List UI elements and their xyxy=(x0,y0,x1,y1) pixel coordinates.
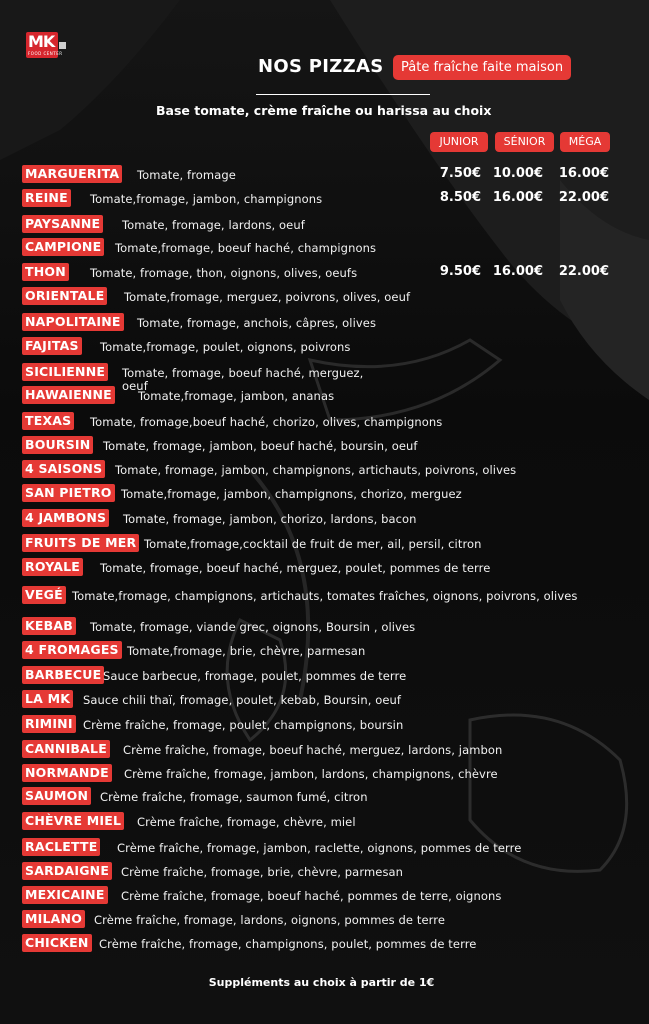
price-mega: 22.00€ xyxy=(558,264,609,279)
pizza-name: FRUITS DE MER xyxy=(22,534,139,552)
pizza-row xyxy=(0,337,649,357)
pizza-name: 4 SAISONS xyxy=(22,460,105,478)
pizza-row xyxy=(0,715,649,735)
pizza-row xyxy=(0,534,649,554)
pizza-row xyxy=(0,386,649,406)
pizza-row xyxy=(0,460,649,480)
pizza-name: BARBECUE xyxy=(22,666,104,684)
pizza-name: SAUMON xyxy=(22,787,91,805)
pizza-ingredients: Tomate,fromage, brie, chèvre, parmesan xyxy=(127,644,366,658)
pizza-row xyxy=(0,838,649,858)
pizza-ingredients: Crème fraîche, fromage, brie, chèvre, parmesan xyxy=(121,865,404,879)
pizza-ingredients: Sauce barbecue, fromage, poulet, pommes de terre xyxy=(103,669,407,683)
logo-mark xyxy=(59,42,66,49)
price-mega: 16.00€ xyxy=(558,166,609,181)
pizza-row xyxy=(0,586,649,606)
pizza-name: PAYSANNE xyxy=(22,215,103,233)
pizza-ingredients: Tomate, fromage, viande grec, oignons, Boursin , olives xyxy=(90,620,416,634)
pizza-ingredients: Tomate, fromage, anchois, câpres, olives xyxy=(137,316,377,330)
pizza-name: CAMPIONE xyxy=(22,238,104,256)
pizza-row xyxy=(0,363,649,393)
pizza-row xyxy=(0,764,649,784)
pizza-row xyxy=(0,666,649,686)
price-junior: 8.50€ xyxy=(439,190,481,205)
pizza-ingredients: Crème fraîche, fromage, chèvre, miel xyxy=(137,815,356,829)
pizza-ingredients-continued: oeuf xyxy=(122,379,148,393)
price-senior: 10.00€ xyxy=(492,166,543,181)
size-mega-badge: MÉGA xyxy=(560,132,610,152)
pizza-name: THON xyxy=(22,263,69,281)
price-mega: 22.00€ xyxy=(558,190,609,205)
pizza-name: 4 JAMBONS xyxy=(22,509,109,527)
pizza-row xyxy=(0,787,649,807)
pizza-row xyxy=(0,263,649,283)
supplements-note xyxy=(0,976,649,989)
supplements-text: Suppléments au choix à partir de 1€ xyxy=(208,976,435,989)
pizza-ingredients: Crème fraîche, fromage, jambon, raclette, oignons, pommes de terre xyxy=(117,841,522,855)
pizza-name: NAPOLITAINE xyxy=(22,313,124,331)
price-junior: 9.50€ xyxy=(439,264,481,279)
pizza-name: VEGÉ xyxy=(22,586,66,604)
logo-subtext: FOOD CENTER xyxy=(28,51,63,56)
pizza-ingredients: Tomate, fromage, boeuf haché, merguez, poulet, pommes de terre xyxy=(100,561,491,575)
pizza-name: ORIENTALE xyxy=(22,287,107,305)
pizza-row xyxy=(0,412,649,432)
pizza-ingredients: Crème fraîche, fromage, lardons, oignons, pommes de terre xyxy=(94,913,446,927)
pizza-name: KEBAB xyxy=(22,617,76,635)
pizza-ingredients: Tomate, fromage, thon, oignons, olives, oeufs xyxy=(90,266,358,280)
pizza-name: 4 FROMAGES xyxy=(22,641,122,659)
pizza-ingredients: Tomate, fromage, jambon, boeuf haché, boursin, oeuf xyxy=(103,439,418,453)
pizza-row xyxy=(0,558,649,578)
pizza-row xyxy=(0,886,649,906)
pizza-name: HAWAIENNE xyxy=(22,386,115,404)
pizza-name: CHICKEN xyxy=(22,934,92,952)
size-junior-badge: JUNIOR xyxy=(430,132,488,152)
pizza-ingredients: Tomate, fromage,boeuf haché, chorizo, olives, champignons xyxy=(90,415,443,429)
price-senior: 16.00€ xyxy=(492,190,543,205)
pizza-name: SAN PIETRO xyxy=(22,484,115,502)
pizza-ingredients: Tomate, fromage, jambon, champignons, artichauts, poivrons, olives xyxy=(115,463,517,477)
title-underline xyxy=(256,94,430,95)
pizza-name: SICILIENNE xyxy=(22,363,108,381)
pizza-row xyxy=(0,934,649,954)
pizza-row xyxy=(0,215,649,235)
logo xyxy=(26,32,66,60)
pizza-name: CANNIBALE xyxy=(22,740,110,758)
pizza-row xyxy=(0,617,649,637)
pizza-name: RIMINI xyxy=(22,715,76,733)
pizza-row xyxy=(0,189,649,209)
pizza-ingredients: Tomate,fromage, merguez, poivrons, olives, oeuf xyxy=(124,290,411,304)
pizza-row xyxy=(0,812,649,832)
base-subtitle: Base tomate, crème fraîche ou harissa au choix xyxy=(156,103,492,118)
logo-text: MK xyxy=(28,32,55,51)
pizza-name: MEXICAINE xyxy=(22,886,108,904)
pizza-ingredients: Tomate,fromage, boeuf haché, champignons xyxy=(115,241,377,255)
pizza-name: SARDAIGNE xyxy=(22,862,112,880)
pizza-ingredients: Crème fraîche, fromage, saumon fumé, citron xyxy=(100,790,368,804)
homemade-dough-badge: Pâte fraîche faite maison xyxy=(393,55,571,80)
pizza-name: NORMANDE xyxy=(22,764,112,782)
size-senior-badge: SÉNIOR xyxy=(495,132,554,152)
pizza-name: RACLETTE xyxy=(22,838,100,856)
pizza-ingredients: Tomate,fromage, jambon, champignons, chorizo, merguez xyxy=(121,487,462,501)
pizza-row xyxy=(0,690,649,710)
pizza-ingredients: Tomate,fromage, champignons, artichauts, tomates fraîches, oignons, poivrons, olives xyxy=(72,589,578,603)
pizza-ingredients: Tomate, fromage xyxy=(137,168,236,182)
pizza-row xyxy=(0,238,649,258)
pizza-ingredients: Tomate, fromage, lardons, oeuf xyxy=(122,218,305,232)
pizza-ingredients: Tomate,fromage, jambon, ananas xyxy=(138,389,335,403)
pizza-name: BOURSIN xyxy=(22,436,93,454)
pizza-ingredients: Tomate,fromage, jambon, champignons xyxy=(90,192,323,206)
page-title: NOS PIZZAS xyxy=(258,56,384,77)
pizza-name: TEXAS xyxy=(22,412,74,430)
pizza-name: MARGUERITA xyxy=(22,165,122,183)
pizza-row xyxy=(0,509,649,529)
pizza-ingredients: Tomate,fromage,cocktail de fruit de mer, ail, persil, citron xyxy=(144,537,482,551)
pizza-ingredients: Crème fraîche, fromage, boeuf haché, pommes de terre, oignons xyxy=(121,889,502,903)
pizza-row xyxy=(0,641,649,661)
pizza-row xyxy=(0,165,649,185)
pizza-ingredients: Crème fraîche, fromage, poulet, champignons, boursin xyxy=(83,718,404,732)
pizza-ingredients: Tomate, fromage, boeuf haché, merguez, xyxy=(122,366,364,380)
pizza-row xyxy=(0,484,649,504)
pizza-row xyxy=(0,436,649,456)
pizza-row xyxy=(0,910,649,930)
pizza-row xyxy=(0,313,649,333)
pizza-name: REINE xyxy=(22,189,71,207)
pizza-ingredients: Tomate, fromage, jambon, chorizo, lardons, bacon xyxy=(123,512,417,526)
pizza-name: CHÈVRE MIEL xyxy=(22,812,124,830)
price-junior: 7.50€ xyxy=(439,166,481,181)
pizza-row xyxy=(0,862,649,882)
pizza-name: LA MK xyxy=(22,690,73,708)
pizza-row xyxy=(0,740,649,760)
pizza-ingredients: Tomate,fromage, poulet, oignons, poivrons xyxy=(100,340,351,354)
pizza-row xyxy=(0,287,649,307)
pizza-ingredients: Crème fraîche, fromage, boeuf haché, merguez, lardons, jambon xyxy=(123,743,503,757)
pizza-name: FAJITAS xyxy=(22,337,82,355)
pizza-name: ROYALE xyxy=(22,558,83,576)
pizza-ingredients: Sauce chili thaï, fromage, poulet, kebab, Boursin, oeuf xyxy=(83,693,402,707)
price-senior: 16.00€ xyxy=(492,264,543,279)
pizza-ingredients: Crème fraîche, fromage, champignons, poulet, pommes de terre xyxy=(99,937,477,951)
pizza-ingredients: Crème fraîche, fromage, jambon, lardons, champignons, chèvre xyxy=(124,767,498,781)
pizza-name: MILANO xyxy=(22,910,85,928)
